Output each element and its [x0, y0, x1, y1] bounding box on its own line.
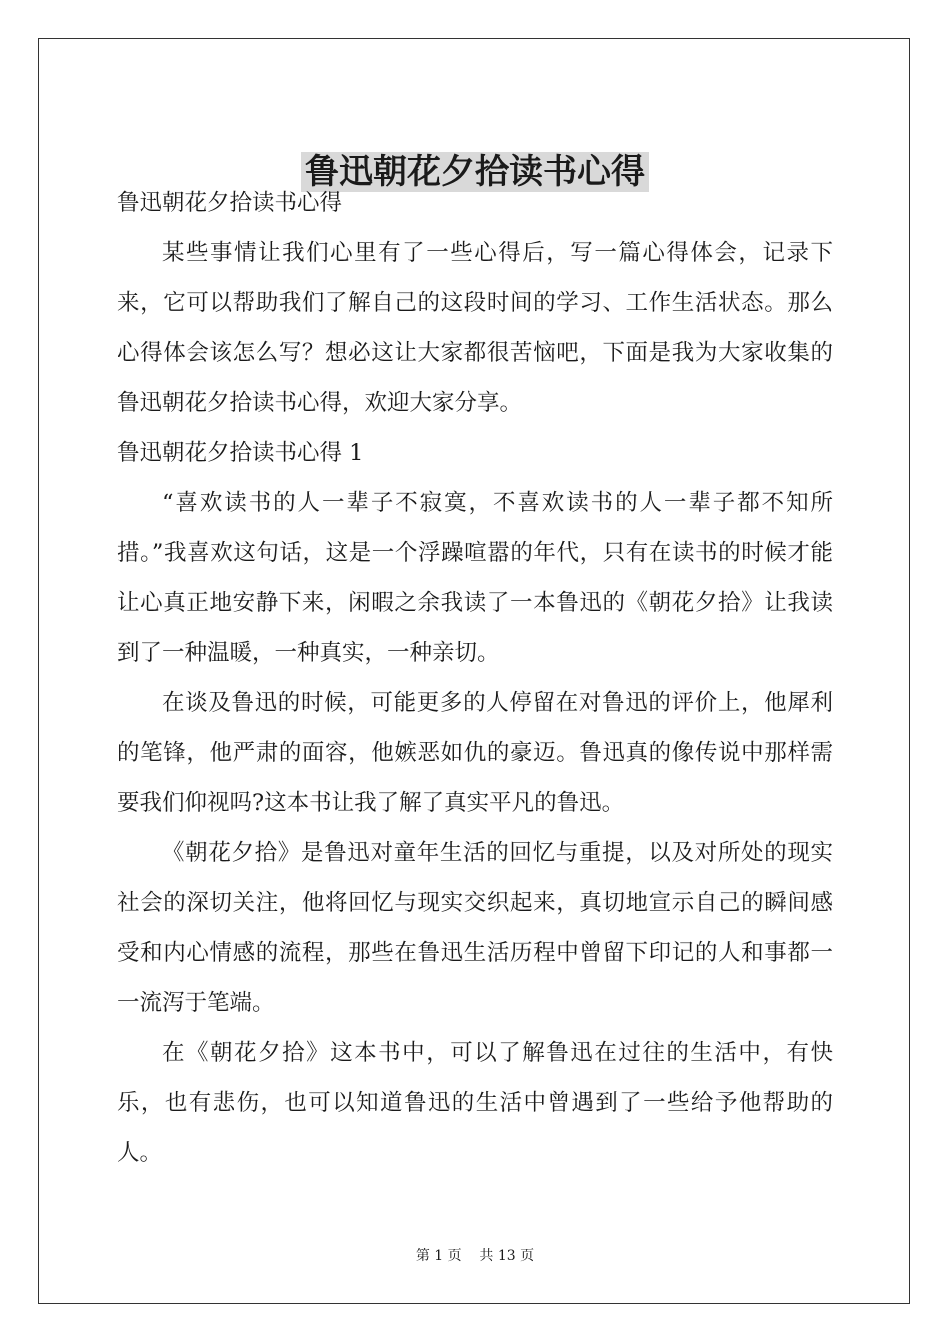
page-number-footer: 第 1 页 共 13 页: [415, 1248, 535, 1264]
body-paragraph-3: 《朝花夕拾》是鲁迅对童年生活的回忆与重提，以及对所处的现实社会的深切关注，他将回忆与现实交织起来，真切地宣示自己的瞬间感受和内心情感的流程，那些在鲁迅生活历程中曾留下印记的人和事都一一流泻于笔端。: [117, 840, 833, 1016]
subtitle-paragraph: 鲁迅朝花夕拾读书心得: [117, 190, 343, 216]
document-title-text: 鲁迅朝花夕拾读书心得: [301, 152, 649, 192]
body-paragraph-1: “喜欢读书的人一辈子不寂寞，不喜欢读书的人一辈子都不知所措。”我喜欢这句话，这是一个浮躁喧嚣的年代，只有在读书的时候才能让心真正地安静下来，闲暇之余我读了一本鲁迅的《朝花夕拾》让我读到了一种温暖，一种真实，一种亲切。: [117, 490, 833, 666]
body-paragraph-2: 在谈及鲁迅的时候，可能更多的人停留在对鲁迅的评价上，他犀利的笔锋，他严肃的面容，他嫉恶如仇的豪迈。鲁迅真的像传说中那样需要我们仰视吗?这本书让我了解了真实平凡的鲁迅。: [117, 690, 833, 816]
intro-paragraph: 某些事情让我们心里有了一些心得后，写一篇心得体会，记录下来，它可以帮助我们了解自己的这段时间的学习、工作生活状态。那么心得体会该怎么写？想必这让大家都很苦恼吧，下面是我为大家收集的鲁迅朝花夕拾读书心得，欢迎大家分享。: [117, 240, 833, 416]
document-body: [117, 178, 833, 1178]
body-paragraph-4: 在《朝花夕拾》这本书中，可以了解鲁迅在过往的生活中，有快乐，也有悲伤，也可以知道鲁迅的生活中曾遇到了一些给予他帮助的人。: [117, 1040, 833, 1166]
section-heading-1: 鲁迅朝花夕拾读书心得 1: [117, 440, 364, 466]
